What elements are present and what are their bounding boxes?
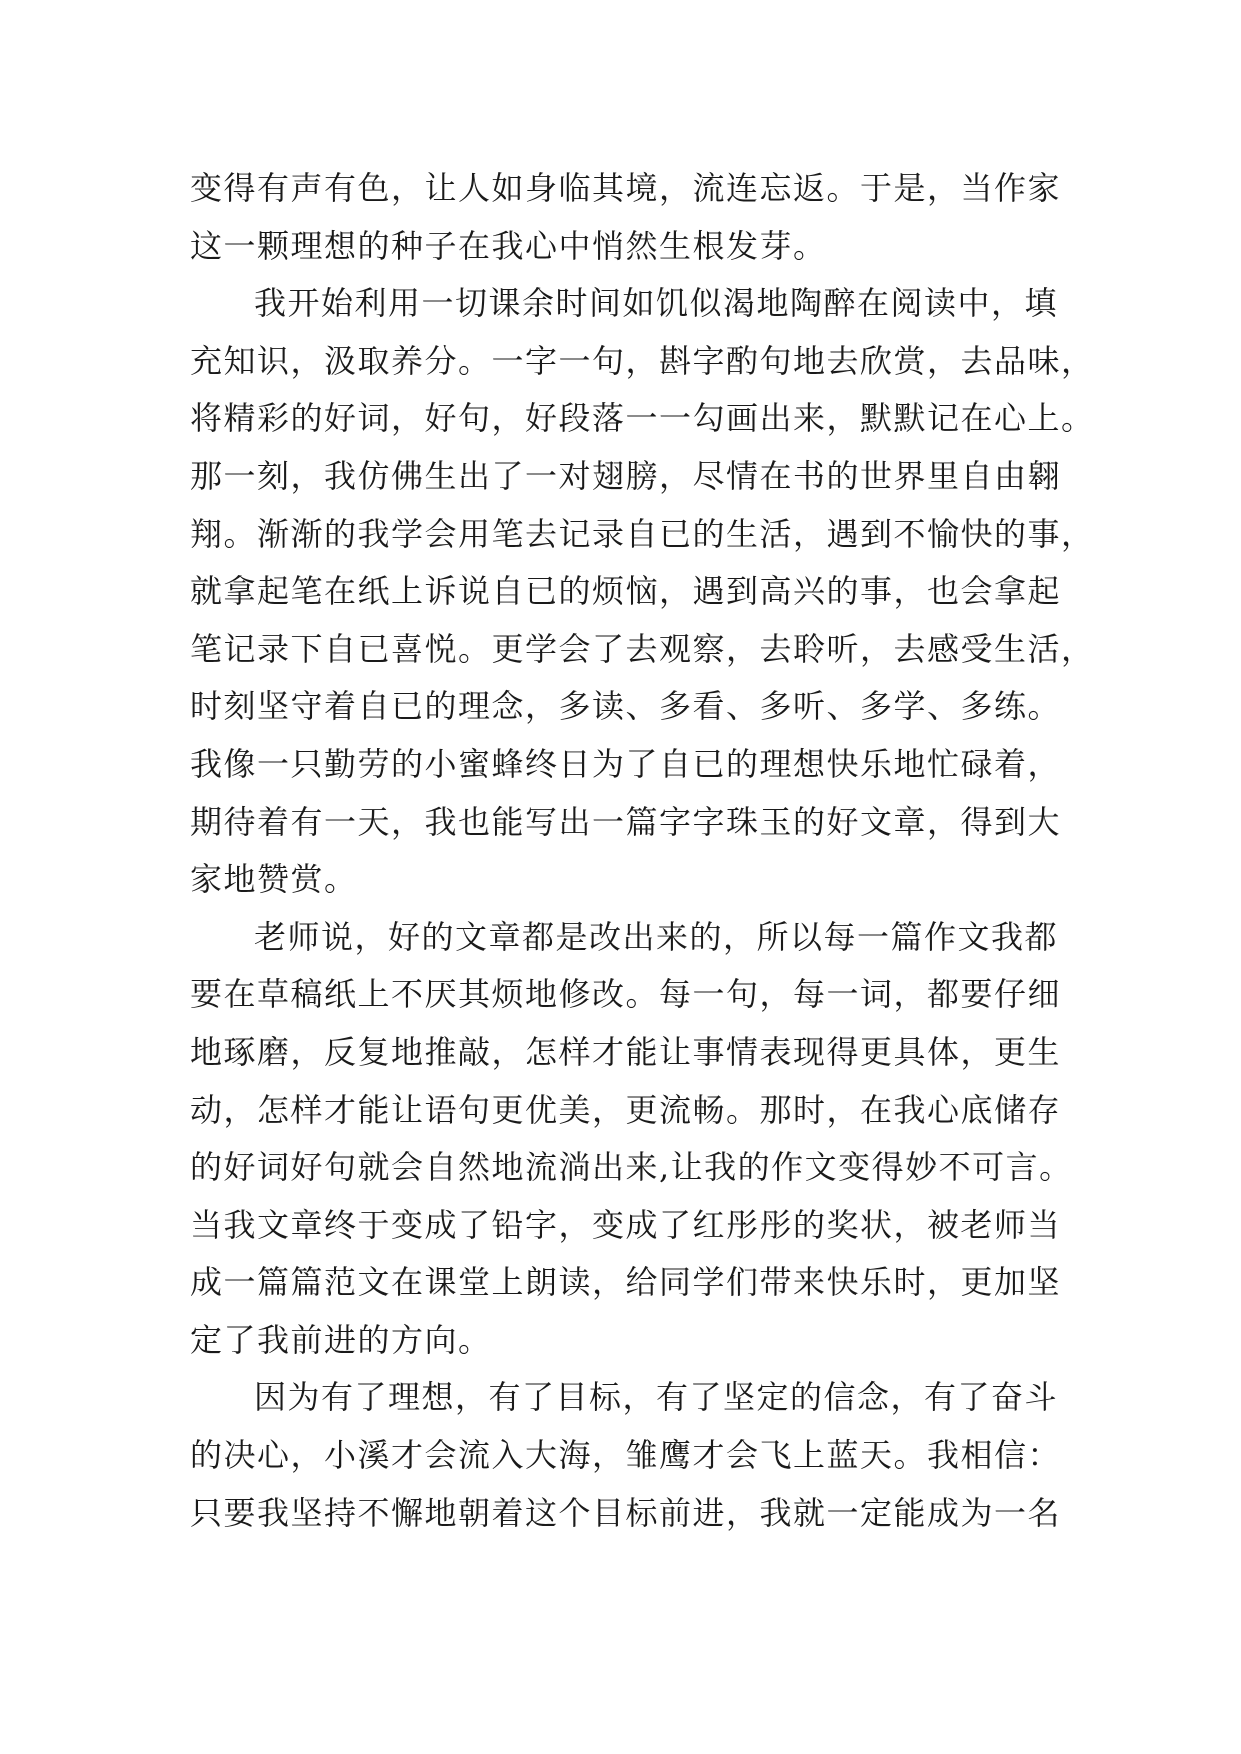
text-line: 只要我坚持不懈地朝着这个目标前进，我就一定能成为一名 [190, 1493, 1062, 1532]
text-line: 期待着有一天，我也能写出一篇字字珠玉的好文章，得到大 [190, 802, 1062, 841]
text-line: 家地赞赏。 [190, 860, 358, 899]
paragraph [190, 275, 1095, 909]
text-line: 变得有声有色，让人如身临其境，流连忘返。于是，当作家 [190, 169, 1062, 207]
paragraph [190, 160, 1070, 275]
text-line: 成一篇篇范文在课堂上朗读，给同学们带来快乐时，更加坚 [190, 1263, 1062, 1302]
text-line: 就拿起笔在纸上诉说自已的烦恼，遇到高兴的事，也会拿起 [190, 572, 1062, 611]
text-line: 的好词好句就会自然地流淌出来,让我的作文变得妙不可言。 [190, 1148, 1073, 1187]
text-line: 翔。渐渐的我学会用笔去记录自已的生活，遇到不愉快的事， [190, 514, 1095, 553]
text-line: 我像一只勤劳的小蜜蜂终日为了自已的理想快乐地忙碌着， [190, 744, 1062, 783]
body-text [190, 160, 1095, 1542]
text-line: 地琢磨，反复地推敲，怎样才能让事情表现得更具体，更生 [190, 1032, 1062, 1071]
text-line: 那一刻，我仿佛生出了一对翅膀，尽情在书的世界里自由翱 [190, 456, 1062, 495]
text-line: 的决心，小溪才会流入大海，雏鹰才会飞上蓝天。我相信： [190, 1436, 1062, 1475]
text-line: 动，怎样才能让语句更优美，更流畅。那时，在我心底储存 [190, 1090, 1062, 1129]
text-line: 时刻坚守着自已的理念，多读、多看、多听、多学、多练。 [190, 687, 1062, 726]
text-line: 这一颗理想的种子在我心中悄然生根发芽。 [190, 226, 827, 265]
text-line: 当我文章终于变成了铅字，变成了红彤彤的奖状，被老师当 [190, 1205, 1062, 1244]
text-line: 要在草稿纸上不厌其烦地修改。每一句，每一词，都要仔细 [190, 975, 1062, 1014]
paragraph [190, 1369, 1070, 1542]
text-line: 我开始利用一切课余时间如饥似渴地陶醉在阅读中，填 [254, 284, 1059, 323]
text-line: 笔记录下自已喜悦。更学会了去观察，去聆听，去感受生活， [190, 629, 1095, 668]
text-line: 定了我前进的方向。 [190, 1320, 492, 1359]
paragraph [190, 909, 1073, 1370]
text-line: 充知识，汲取养分。一字一句，斟字酌句地去欣赏，去品味， [190, 341, 1095, 380]
text-line: 将精彩的好词，好句，好段落一一勾画出来，默默记在心上。 [190, 399, 1095, 438]
text-line: 因为有了理想，有了目标，有了坚定的信念，有了奋斗 [254, 1378, 1059, 1417]
text-line: 老师说，好的文章都是改出来的，所以每一篇作文我都 [254, 917, 1059, 956]
